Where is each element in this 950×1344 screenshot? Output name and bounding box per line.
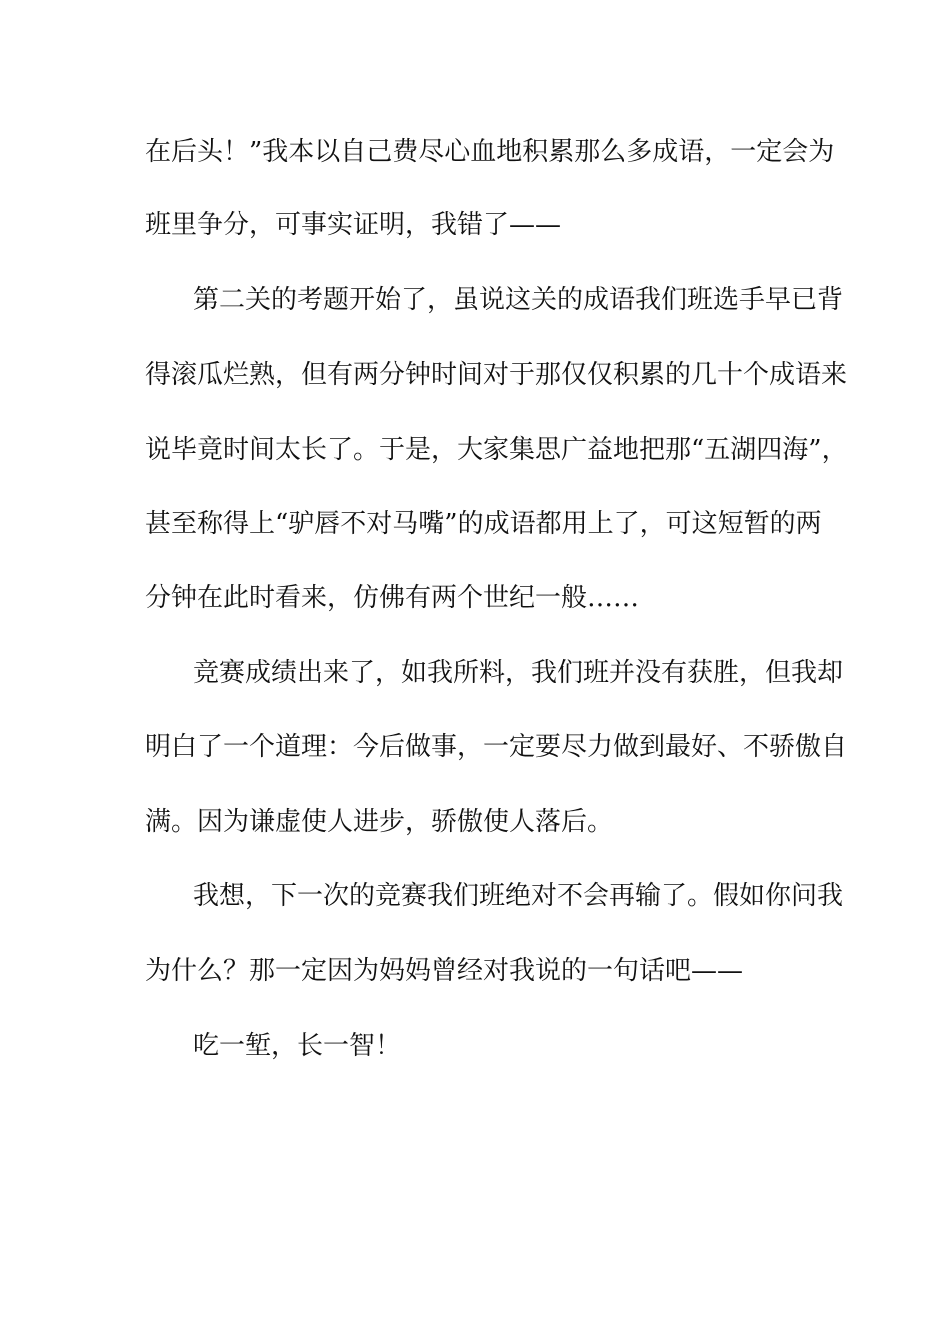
text-line: 分钟在此时看来，仿佛有两个世纪一般……: [145, 583, 640, 613]
paragraph-start-line: 吃一堑，长一智！: [193, 1031, 402, 1061]
text-line: 明白了一个道理：今后做事，一定要尽力做到最好、不骄傲自: [145, 732, 848, 762]
text-line: 班里争分，可事实证明，我错了——: [145, 210, 562, 240]
text-line: 甚至称得上“驴唇不对马嘴”的成语都用上了，可这短暂的两: [145, 509, 822, 539]
text-line: 在后头！”我本以自己费尽心血地积累那么多成语，一定会为: [145, 137, 835, 167]
text-line: 说毕竟时间太长了。于是，大家集思广益地把那“五湖四海”，: [145, 435, 848, 465]
paragraph-start-line: 竞赛成绩出来了，如我所料，我们班并没有获胜，但我却: [193, 658, 844, 688]
text-line: 得滚瓜烂熟，但有两分钟时间对于那仅仅积累的几十个成语来: [145, 360, 848, 390]
paragraph-start-line: 第二关的考题开始了，虽说这关的成语我们班选手早已背: [193, 285, 844, 315]
text-line: 为什么？那一定因为妈妈曾经对我说的一句话吧——: [145, 956, 744, 986]
paragraph-start-line: 我想，下一次的竞赛我们班绝对不会再输了。假如你问我: [193, 881, 844, 911]
text-line: 满。因为谦虚使人进步，骄傲使人落后。: [145, 807, 614, 837]
